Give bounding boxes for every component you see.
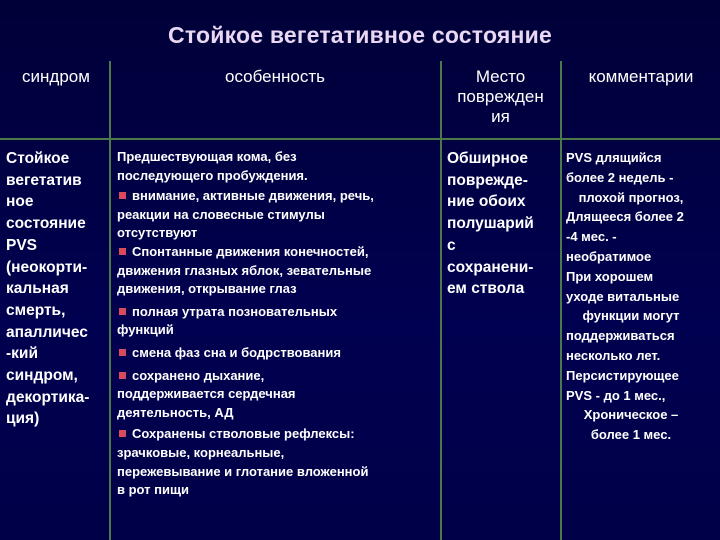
header-syndrome: синдром — [22, 67, 90, 86]
header-location: Место поврежден ия — [457, 67, 544, 126]
column-divider — [440, 61, 442, 540]
feature-cell: Предшествующая кома, без последующего пробуждения. внимание, активные движения, речь, реакции на словесные стимулы отсутствуют Спонтанные движения конечностей, движения глазных яблок, зевательные движения, открывание глаз полная утрата позновательных функций смена фаз сна и бодрствования сохранено дыхание, поддерживается сердечная деятельность, АД Сохранены стволовые рефлексы: зрачковые, корнеальные, пережевывание и глотание вложенной в рот пищи — [117, 149, 374, 498]
syndrome-table — [0, 61, 720, 540]
location-cell: Обширное поврежде- ние обоих полушарий с сохранени- ем ствола — [447, 150, 534, 298]
column-divider — [109, 61, 111, 540]
bullet-icon — [119, 372, 126, 379]
header-feature: особенность — [225, 67, 325, 86]
comments-cell: PVS длящийся более 2 недель - плохой прогноз, Длящееся более 2 -4 мес. - необратимое При хорошем уходе витальные функции могут поддерживаться несколько лет. Персистирующее PVS - до 1 мес., Хроническое – более 1 мес. — [566, 150, 684, 443]
bullet-icon — [119, 192, 126, 199]
header-comments: комментарии — [588, 67, 694, 86]
bullet-icon — [119, 248, 126, 255]
bullet-icon — [119, 308, 126, 315]
page-title: Стойкое вегетативное состояние — [168, 22, 552, 48]
column-divider — [560, 61, 562, 540]
header-divider — [0, 138, 720, 140]
syndrome-cell: Стойкое вегетатив ное состояние PVS (неокорти- кальная смерть, апалличес -кий синдром, декортика- ция) — [6, 150, 90, 428]
bullet-icon — [119, 430, 126, 437]
bullet-icon — [119, 349, 126, 356]
